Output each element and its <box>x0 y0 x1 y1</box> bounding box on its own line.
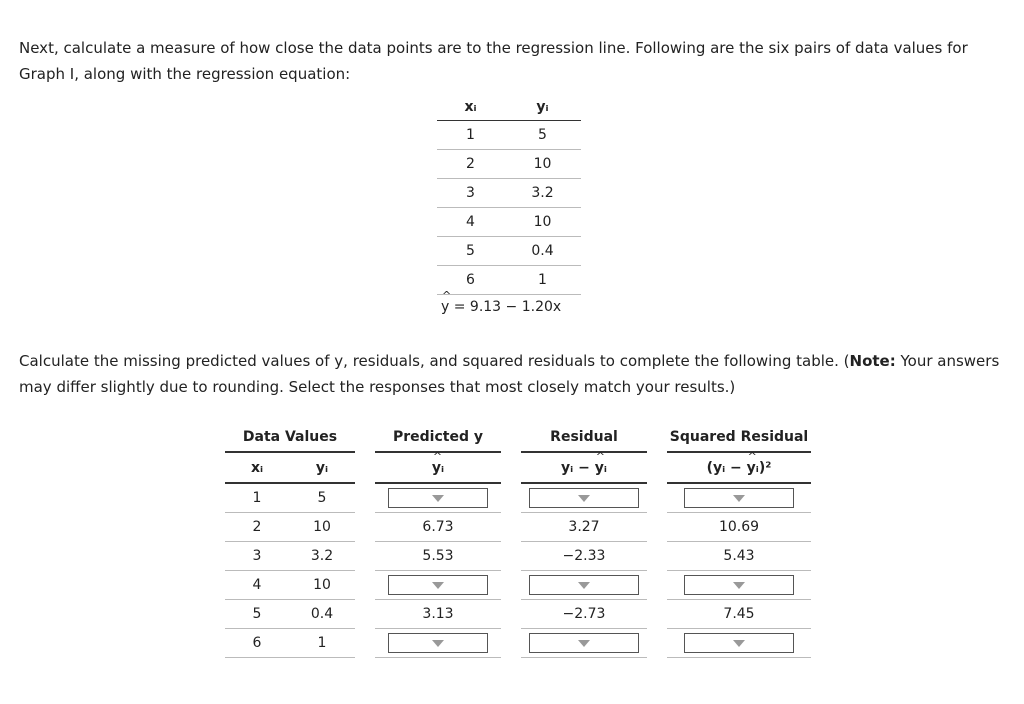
subheader-x: xᵢ <box>225 452 289 483</box>
cell-squared: 7.45 <box>667 600 811 629</box>
subheader-squared: (yᵢ − ^ yᵢ)² <box>667 452 811 483</box>
predicted-dropdown[interactable] <box>388 575 488 595</box>
data-row <box>437 179 581 208</box>
cell-y: 0.4 <box>289 600 355 629</box>
cell-y: 1 <box>289 629 355 658</box>
header-data-values: Data Values <box>242 429 338 445</box>
cell-predicted <box>375 629 501 658</box>
data-cell-x: 5 <box>437 237 504 266</box>
subheader-y: yᵢ <box>289 452 355 483</box>
squared-dropdown[interactable] <box>684 488 794 508</box>
data-cell-y: 1 <box>504 266 581 295</box>
data-values-table <box>437 94 581 295</box>
cell-residual <box>521 629 647 658</box>
cell-x: 4 <box>225 571 289 600</box>
cell-y: 5 <box>289 483 355 513</box>
residual-row <box>225 542 811 571</box>
data-cell-x: 6 <box>437 266 504 295</box>
residual-row <box>225 600 811 629</box>
cell-predicted <box>375 483 501 513</box>
data-row <box>437 150 581 179</box>
col-header-y: yᵢ <box>504 94 581 121</box>
data-row <box>437 266 581 295</box>
cell-predicted <box>375 571 501 600</box>
data-cell-x: 3 <box>437 179 504 208</box>
cell-residual: 3.27 <box>521 513 647 542</box>
header-squared-residual: Squared Residual <box>669 429 809 445</box>
subheader-residual: yᵢ − ^ yᵢ <box>521 452 647 483</box>
data-cell-y: 10 <box>504 208 581 237</box>
squared-dropdown[interactable] <box>684 633 794 653</box>
data-cell-x: 4 <box>437 208 504 237</box>
cell-squared <box>667 483 811 513</box>
data-cell-x: 1 <box>437 121 504 150</box>
data-row <box>437 121 581 150</box>
cell-x: 1 <box>225 483 289 513</box>
data-cell-y: 3.2 <box>504 179 581 208</box>
note-label: Note: <box>849 352 896 370</box>
subheader-yhat: ^ yᵢ <box>375 452 501 483</box>
cell-residual <box>521 571 647 600</box>
data-row <box>437 237 581 266</box>
cell-residual <box>521 483 647 513</box>
data-cell-x: 2 <box>437 150 504 179</box>
cell-y: 10 <box>289 571 355 600</box>
instructions-text-after: Your answers may differ slightly due to rounding. Select the responses that most closely match your results.) <box>19 352 1000 396</box>
residual-dropdown[interactable] <box>529 575 639 595</box>
residual-row <box>225 571 811 600</box>
cell-x: 5 <box>225 600 289 629</box>
data-row <box>437 208 581 237</box>
squared-dropdown[interactable] <box>684 575 794 595</box>
cell-y: 10 <box>289 513 355 542</box>
intro-paragraph: Next, calculate a measure of how close the data points are to the regression line. Following are the six pairs of data values for Graph I, along with the regression equation: <box>19 39 968 83</box>
residual-row <box>225 483 811 513</box>
residual-dropdown[interactable] <box>529 633 639 653</box>
cell-predicted: 6.73 <box>375 513 501 542</box>
cell-squared <box>667 629 811 658</box>
cell-predicted: 5.53 <box>375 542 501 571</box>
data-cell-y: 5 <box>504 121 581 150</box>
regression-equation <box>441 299 561 315</box>
instructions-paragraph <box>19 348 1009 400</box>
data-cell-y: 10 <box>504 150 581 179</box>
col-header-x: xᵢ <box>437 94 504 121</box>
cell-squared: 5.43 <box>667 542 811 571</box>
data-cell-y: 0.4 <box>504 237 581 266</box>
header-residual: Residual <box>550 429 618 445</box>
residual-row <box>225 513 811 542</box>
residual-row <box>225 629 811 658</box>
cell-x: 3 <box>225 542 289 571</box>
cell-x: 6 <box>225 629 289 658</box>
equation-text: ^ y = 9.13 − 1.20x <box>441 299 561 315</box>
cell-squared: 10.69 <box>667 513 811 542</box>
predicted-dropdown[interactable] <box>388 488 488 508</box>
cell-squared <box>667 571 811 600</box>
cell-predicted: 3.13 <box>375 600 501 629</box>
residual-dropdown[interactable] <box>529 488 639 508</box>
residuals-table <box>225 423 811 658</box>
cell-y: 3.2 <box>289 542 355 571</box>
cell-residual: −2.73 <box>521 600 647 629</box>
cell-x: 2 <box>225 513 289 542</box>
predicted-dropdown[interactable] <box>388 633 488 653</box>
instructions-text-before: Calculate the missing predicted values of y, residuals, and squared residuals to complete the following table. ( <box>19 352 850 370</box>
cell-residual: −2.33 <box>521 542 647 571</box>
header-predicted-y: Predicted y <box>393 429 483 445</box>
